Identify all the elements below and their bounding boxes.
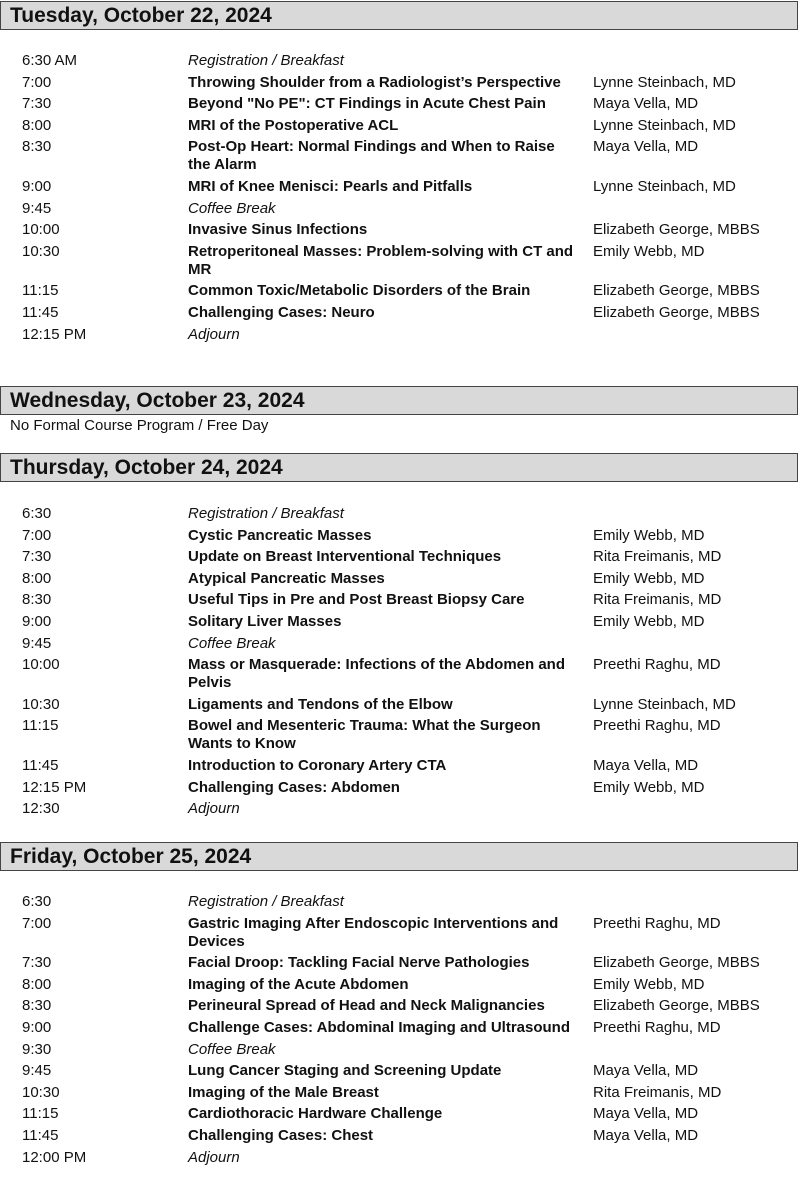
session-row bbox=[0, 635, 800, 653]
session-title: Challenging Cases: Abdomen bbox=[188, 778, 400, 796]
session-row bbox=[0, 117, 800, 135]
session-title: Gastric Imaging After Endoscopic Interventions and Devices bbox=[188, 914, 559, 950]
session-time: 12:15 PM bbox=[22, 778, 87, 796]
session-title: Challenge Cases: Abdominal Imaging and Ultrasound bbox=[188, 1018, 570, 1036]
session-row bbox=[0, 976, 800, 994]
session-speaker: Elizabeth George, MBBS bbox=[593, 282, 760, 300]
session-speaker: Preethi Raghu, MD bbox=[593, 717, 721, 735]
session-title: Invasive Sinus Infections bbox=[188, 221, 368, 239]
session-time: 9:45 bbox=[22, 199, 52, 217]
session-time: 7:00 bbox=[22, 914, 52, 932]
session-row bbox=[0, 1062, 800, 1080]
session-title: Mass or Masquerade: Infections of the Abdomen and Pelvis bbox=[188, 656, 565, 692]
session-row bbox=[0, 138, 800, 174]
session-row bbox=[0, 221, 800, 239]
session-time: 10:30 bbox=[22, 695, 60, 713]
session-speaker: Maya Vella, MD bbox=[593, 1105, 699, 1123]
session-time: 6:30 AM bbox=[22, 52, 78, 69]
session-title: Ligaments and Tendons of the Elbow bbox=[188, 695, 453, 713]
session-title: Atypical Pancreatic Masses bbox=[188, 569, 385, 587]
session-speaker: Elizabeth George, MBBS bbox=[593, 221, 760, 239]
session-speaker: Rita Freimanis, MD bbox=[593, 1083, 722, 1101]
session-title: Introduction to Coronary Artery CTA bbox=[188, 756, 447, 774]
session-speaker: Emily Webb, MD bbox=[593, 612, 705, 630]
session-time: 6:30 bbox=[22, 893, 52, 910]
session-title: Throwing Shoulder from a Radiologist’s Perspective bbox=[188, 73, 561, 91]
session-row bbox=[0, 1084, 800, 1102]
session-speaker: Emily Webb, MD bbox=[593, 526, 705, 544]
session-time: 10:00 bbox=[22, 656, 60, 674]
session-row bbox=[0, 200, 800, 218]
session-title: Bowel and Mesenteric Trauma: What the Surgeon Wants to Know bbox=[188, 717, 541, 753]
session-time: 12:15 PM bbox=[22, 325, 87, 343]
session-row bbox=[0, 893, 800, 911]
session-row bbox=[0, 95, 800, 113]
session-time: 7:00 bbox=[22, 526, 52, 544]
session-speaker: Elizabeth George, MBBS bbox=[593, 303, 760, 321]
session-speaker: Lynne Steinbach, MD bbox=[593, 73, 736, 91]
session-row bbox=[0, 800, 800, 818]
session-time: 11:45 bbox=[22, 756, 59, 774]
session-time: 8:00 bbox=[22, 975, 52, 993]
session-title: Useful Tips in Pre and Post Breast Biopsy Care bbox=[188, 591, 525, 609]
session-row bbox=[0, 591, 800, 609]
session-speaker: Maya Vella, MD bbox=[593, 756, 699, 774]
session-speaker: Maya Vella, MD bbox=[593, 95, 699, 113]
session-break-label: Adjourn bbox=[188, 1148, 240, 1166]
session-time: 8:00 bbox=[22, 116, 52, 134]
session-title: Solitary Liver Masses bbox=[188, 612, 342, 630]
session-time: 10:00 bbox=[22, 221, 60, 239]
session-time: 12:00 PM bbox=[22, 1148, 87, 1166]
session-time: 10:30 bbox=[22, 242, 60, 260]
session-speaker: Elizabeth George, MBBS bbox=[593, 997, 760, 1015]
session-row bbox=[0, 915, 800, 951]
session-title: Lung Cancer Staging and Screening Update bbox=[188, 1062, 502, 1080]
session-time: 11:15 bbox=[22, 717, 59, 735]
session-row bbox=[0, 52, 800, 70]
session-row bbox=[0, 304, 800, 322]
session-row bbox=[0, 1149, 800, 1167]
day-header-thursday: Thursday, October 24, 2024 bbox=[0, 453, 798, 482]
day-header-wednesday: Wednesday, October 23, 2024 bbox=[0, 386, 798, 415]
session-row bbox=[0, 282, 800, 300]
session-time: 9:30 bbox=[22, 1040, 52, 1058]
session-row bbox=[0, 717, 800, 753]
schedule-tuesday bbox=[0, 52, 800, 347]
session-break-label: Registration / Breakfast bbox=[188, 52, 344, 69]
session-speaker: Maya Vella, MD bbox=[593, 1062, 699, 1080]
session-title: Challenging Cases: Neuro bbox=[188, 303, 375, 321]
schedule-friday bbox=[0, 893, 800, 1170]
session-row bbox=[0, 243, 800, 279]
day-header-tuesday: Tuesday, October 22, 2024 bbox=[0, 1, 798, 30]
session-break-label: Coffee Break bbox=[188, 1040, 276, 1058]
schedule-thursday bbox=[0, 505, 800, 822]
session-time: 7:30 bbox=[22, 548, 52, 566]
session-time: 11:15 bbox=[22, 282, 59, 300]
session-title: Perineural Spread of Head and Neck Malignancies bbox=[188, 997, 545, 1015]
session-speaker: Maya Vella, MD bbox=[593, 1126, 699, 1144]
session-time: 8:30 bbox=[22, 591, 52, 609]
session-speaker: Maya Vella, MD bbox=[593, 138, 699, 156]
session-row bbox=[0, 527, 800, 545]
session-row bbox=[0, 1127, 800, 1145]
session-row bbox=[0, 505, 800, 523]
session-row bbox=[0, 178, 800, 196]
session-title: Cardiothoracic Hardware Challenge bbox=[188, 1105, 443, 1123]
session-time: 7:00 bbox=[22, 73, 52, 91]
session-time: 8:00 bbox=[22, 569, 52, 587]
session-row bbox=[0, 954, 800, 972]
session-time: 11:45 bbox=[22, 1126, 59, 1144]
session-speaker: Preethi Raghu, MD bbox=[593, 656, 721, 674]
session-row bbox=[0, 326, 800, 344]
session-time: 8:30 bbox=[22, 138, 52, 156]
session-title: Challenging Cases: Chest bbox=[188, 1126, 374, 1144]
session-break-label: Registration / Breakfast bbox=[188, 505, 344, 522]
session-row bbox=[0, 1105, 800, 1123]
session-title: Cystic Pancreatic Masses bbox=[188, 526, 372, 544]
session-title: Imaging of the Male Breast bbox=[188, 1083, 379, 1101]
session-time: 11:45 bbox=[22, 303, 59, 321]
session-speaker: Elizabeth George, MBBS bbox=[593, 954, 760, 972]
session-row bbox=[0, 570, 800, 588]
session-time: 7:30 bbox=[22, 95, 52, 113]
session-speaker: Lynne Steinbach, MD bbox=[593, 116, 736, 134]
session-time: 12:30 bbox=[22, 800, 60, 818]
session-row bbox=[0, 613, 800, 631]
session-speaker: Lynne Steinbach, MD bbox=[593, 695, 736, 713]
session-break-label: Adjourn bbox=[188, 800, 240, 818]
session-speaker: Lynne Steinbach, MD bbox=[593, 177, 736, 195]
session-speaker: Emily Webb, MD bbox=[593, 569, 705, 587]
session-row bbox=[0, 1019, 800, 1037]
session-row bbox=[0, 656, 800, 692]
session-time: 9:00 bbox=[22, 1018, 52, 1036]
session-row bbox=[0, 997, 800, 1015]
session-break-label: Adjourn bbox=[188, 325, 240, 343]
session-speaker: Rita Freimanis, MD bbox=[593, 548, 722, 566]
session-time: 10:30 bbox=[22, 1083, 60, 1101]
session-time: 6:30 bbox=[22, 505, 52, 522]
session-row bbox=[0, 757, 800, 775]
session-time: 8:30 bbox=[22, 997, 52, 1015]
session-speaker: Preethi Raghu, MD bbox=[593, 1018, 721, 1036]
session-time: 9:00 bbox=[22, 177, 52, 195]
session-time: 9:45 bbox=[22, 634, 52, 652]
session-title: MRI of the Postoperative ACL bbox=[188, 116, 399, 134]
session-time: 11:15 bbox=[22, 1105, 59, 1123]
session-title: Update on Breast Interventional Techniques bbox=[188, 548, 502, 566]
session-time: 9:00 bbox=[22, 612, 52, 630]
free-day-note: No Formal Course Program / Free Day bbox=[10, 417, 269, 434]
session-break-label: Registration / Breakfast bbox=[188, 893, 344, 910]
session-title: Retroperitoneal Masses: Problem-solving with CT and MR bbox=[188, 242, 574, 278]
session-title: Beyond "No PE": CT Findings in Acute Chest Pain bbox=[188, 95, 546, 113]
session-time: 9:45 bbox=[22, 1062, 52, 1080]
session-time: 7:30 bbox=[22, 954, 52, 972]
session-break-label: Coffee Break bbox=[188, 199, 276, 217]
session-title: Post-Op Heart: Normal Findings and When to Raise the Alarm bbox=[188, 138, 555, 174]
session-speaker: Emily Webb, MD bbox=[593, 778, 705, 796]
session-row bbox=[0, 1041, 800, 1059]
session-title: MRI of Knee Menisci: Pearls and Pitfalls bbox=[188, 177, 473, 195]
session-break-label: Coffee Break bbox=[188, 634, 276, 652]
session-title: Common Toxic/Metabolic Disorders of the Brain bbox=[188, 282, 531, 300]
session-title: Facial Droop: Tackling Facial Nerve Pathologies bbox=[188, 954, 530, 972]
session-row bbox=[0, 548, 800, 566]
session-speaker: Emily Webb, MD bbox=[593, 242, 705, 260]
session-speaker: Emily Webb, MD bbox=[593, 975, 705, 993]
day-header-friday: Friday, October 25, 2024 bbox=[0, 842, 798, 871]
session-speaker: Preethi Raghu, MD bbox=[593, 914, 721, 932]
session-row bbox=[0, 779, 800, 797]
session-row bbox=[0, 74, 800, 92]
session-speaker: Rita Freimanis, MD bbox=[593, 591, 722, 609]
session-title: Imaging of the Acute Abdomen bbox=[188, 975, 409, 993]
session-row bbox=[0, 696, 800, 714]
